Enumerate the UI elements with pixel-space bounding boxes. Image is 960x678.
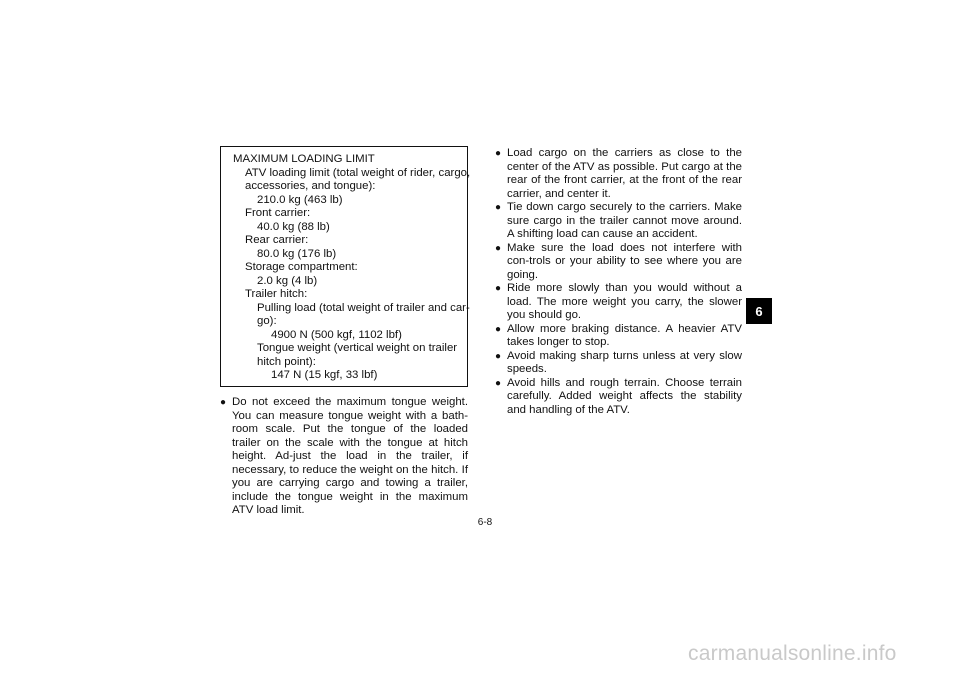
- pulling-load-value: 4900 N (500 kgf, 1102 lbf): [271, 328, 402, 341]
- bullet-icon: ●: [495, 242, 502, 254]
- atv-limit-label: ATV loading limit (total weight of rider, cargo,: [245, 166, 471, 179]
- list-item: [495, 323, 742, 350]
- bullet-icon: ●: [495, 148, 502, 159]
- bullet-text: Avoid hills and rough terrain. Choose terrain carefully. Added weight affects the stability and handling of the ATV.: [507, 376, 742, 416]
- list-item: [220, 396, 468, 518]
- chapter-tab: 6: [746, 298, 772, 324]
- bullet-icon: ●: [495, 283, 502, 294]
- loading-limit-box: [220, 146, 471, 387]
- pulling-load-label: Pulling load (total weight of trailer and car-: [257, 301, 470, 314]
- pulling-load-label-cont: go):: [257, 315, 277, 327]
- bullet-text: Tie down cargo securely to the carriers. Make sure cargo in the trailer cannot move around. A shifting load can cause an accident.: [507, 201, 742, 240]
- front-carrier-value: 40.0 kg (88 lb): [257, 220, 330, 233]
- left-bullet-list: [220, 396, 468, 518]
- loading-limit-title: MAXIMUM LOADING LIMIT: [233, 153, 375, 165]
- storage-value: 2.0 kg (4 lb): [257, 274, 318, 287]
- rear-carrier-value: 80.0 kg (176 lb): [257, 247, 337, 260]
- tongue-weight-label: Tongue weight (vertical weight on trailer: [257, 342, 458, 354]
- bullet-icon: ●: [495, 323, 502, 335]
- bullet-text: Load cargo on the carriers as close to the center of the ATV as possible. Put cargo at the rear of the front carrier, at the front of the rear carrier, and center it.: [507, 147, 742, 200]
- bullet-icon: ●: [220, 397, 227, 408]
- watermark: carmanualsonline.info: [688, 642, 897, 665]
- rear-carrier-label: Rear carrier:: [245, 234, 309, 246]
- atv-limit-value: 210.0 kg (463 lb): [257, 193, 343, 206]
- right-bullet-list: [495, 147, 742, 417]
- tongue-weight-label-cont: hitch point):: [257, 355, 316, 368]
- bullet-text: Avoid making sharp turns unless at very slow speeds.: [507, 349, 742, 375]
- atv-limit-label-cont: accessories, and tongue):: [245, 180, 376, 192]
- list-item: [495, 282, 742, 323]
- bullet-text: Allow more braking distance. A heavier ATV takes longer to stop.: [507, 322, 742, 348]
- bullet-icon: ●: [495, 202, 502, 213]
- list-item: [495, 350, 742, 377]
- tongue-weight-value: 147 N (15 kgf, 33 lbf): [271, 369, 378, 381]
- bullet-text: Do not exceed the maximum tongue weight. You can measure tongue weight with a bath-room scale. Put the tongue of the loaded trailer on the scale with the tongue at hitch height. Ad-just the load in the trailer, if necessary, to reduce the weight on the hitch. If you are carrying cargo and towing a trailer, include the tongue weight in the maximum ATV load limit.: [232, 396, 468, 516]
- bullet-icon: ●: [495, 350, 502, 362]
- list-item: [495, 147, 742, 201]
- list-item: [495, 377, 742, 418]
- list-item: [495, 242, 742, 283]
- front-carrier-label: Front carrier:: [245, 207, 311, 219]
- list-item: [495, 201, 742, 242]
- bullet-text: Ride more slowly than you would without a load. The more weight you carry, the slower you should go.: [507, 282, 742, 321]
- bullet-text: Make sure the load does not interfere with con-trols or your ability to see where you are going.: [507, 241, 742, 281]
- trailer-hitch-label: Trailer hitch:: [245, 288, 308, 300]
- page-number: 6-8: [477, 517, 493, 528]
- storage-label: Storage compartment:: [245, 261, 358, 273]
- bullet-icon: ●: [495, 377, 502, 389]
